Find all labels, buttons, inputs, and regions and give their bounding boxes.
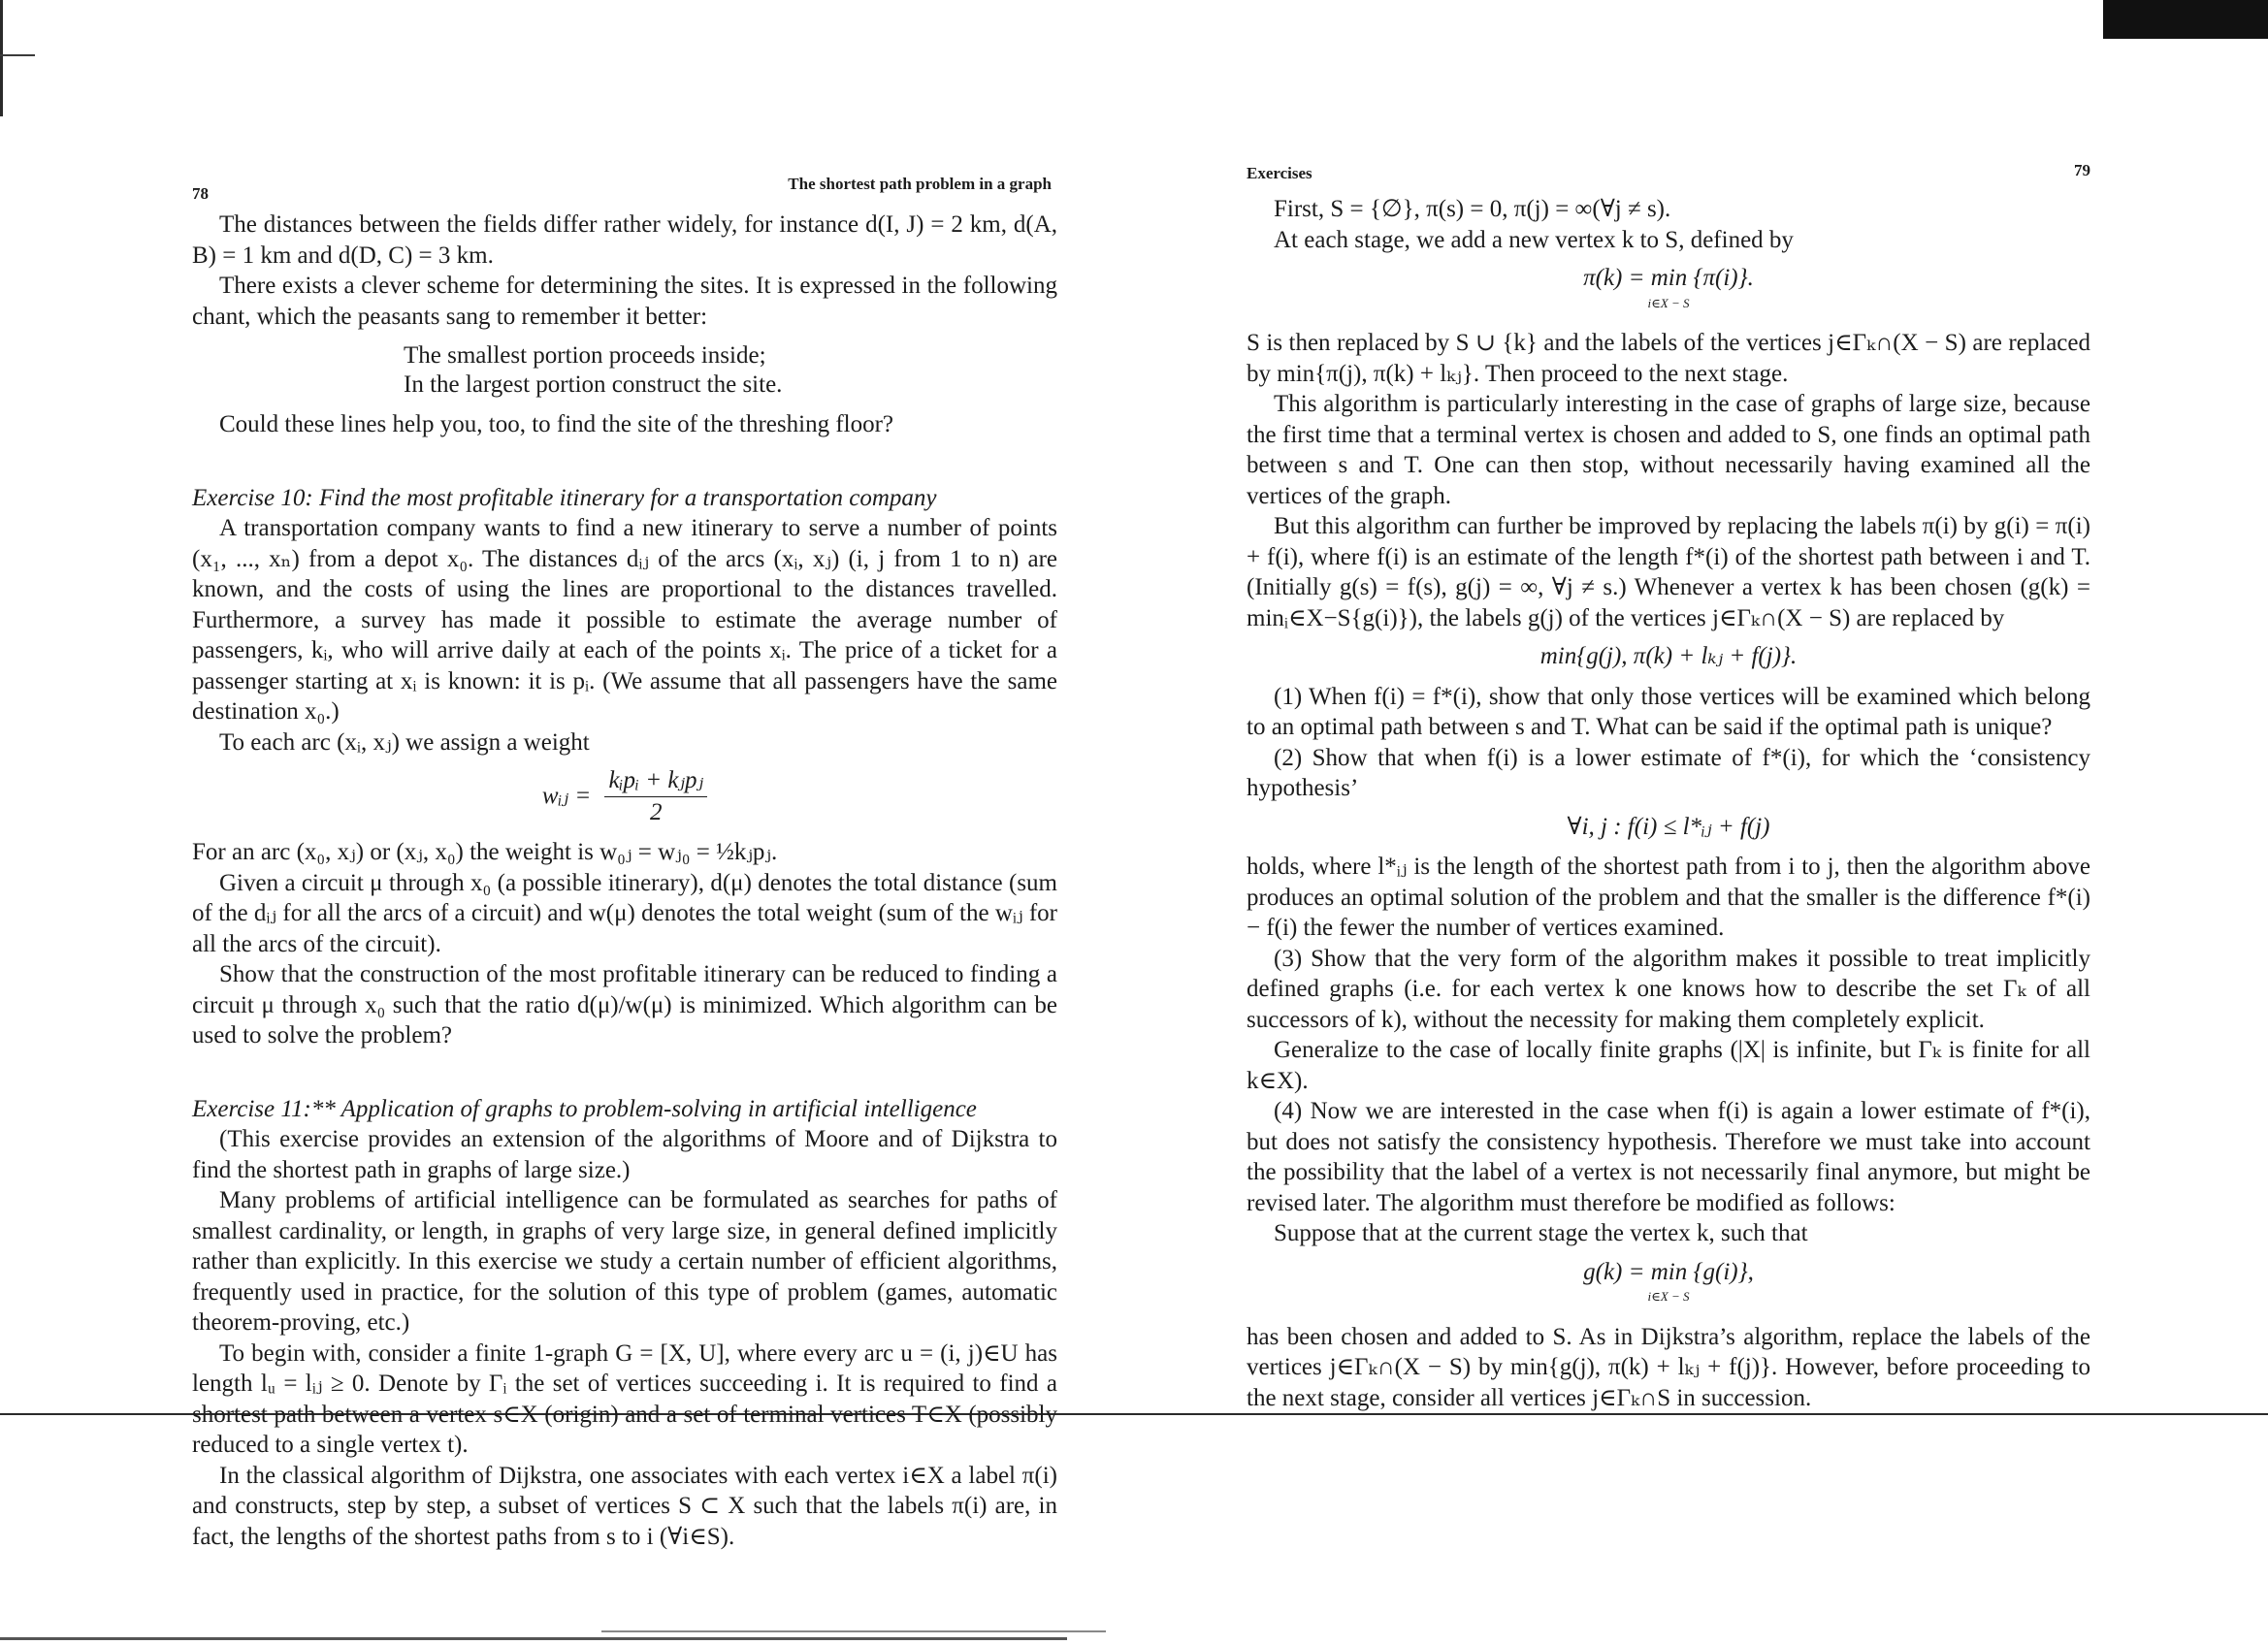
paragraph: Given a circuit μ through x₀ (a possible itinerary), d(μ) denotes the total distance (sum of the dᵢⱼ for all the arcs of a circuit) and w(μ) denotes the total weight (sum of the wᵢⱼ for all the arcs of the circuit). <box>192 869 1057 957</box>
paragraph: S is then replaced by S ∪ {k} and the labels of the vertices j∈Γₖ∩(X − S) are replaced by min{π(j), π(k) + lₖⱼ}. Then proceed to the next stage. <box>1247 330 2090 387</box>
equation-min-g <box>1247 641 2090 672</box>
equation-subscript: i∈X − S <box>1647 295 1690 310</box>
paragraph: But this algorithm can further be improved by replacing the labels π(i) by g(i) = π(i) + f(i), where f(i) is an estimate of the length f*(i) of the shortest path between i and T. (Initially g(s) = f(s), g(j) = ∞, ∀j ≠ s.) Whenever a vertex k has been chosen (g(k) = minᵢ∈X−S{g(i)}), the labels g(j) of the vertices j∈Γₖ∩(X − S) are replaced by <box>1247 513 2090 631</box>
paragraph: First, S = {∅}, π(s) = 0, π(j) = ∞(∀j ≠ s). <box>1274 196 1671 222</box>
paragraph: A transportation company wants to find a new itinerary to serve a number of points (x₁, ..., xₙ) from a depot x₀. The distances dᵢⱼ of the arcs (xᵢ, xⱼ) (i, j from 1 to n) are known, and the costs of using the lines are proportional to the distances travelled. Furthermore, a survey has made it possible to estimate the average number of passengers, kᵢ, who will arrive daily at each of the points xᵢ. The price of a ticket for a passenger starting at xᵢ is known: it is pᵢ. (We assume that all passengers have the same destination x₀.) <box>192 515 1057 725</box>
paragraph: holds, where l*ᵢⱼ is the length of the shortest path from i to j, then the algorithm above produces an optimal solution of the problem and that the smaller is the difference f*(i) − f(i) the fewer the number of vertices examined. <box>1247 854 2090 941</box>
paragraph: (2) Show that when f(i) is a lower estimate of f*(i), for which the ‘consistency hypothesis’ <box>1247 744 2090 801</box>
paragraph: (1) When f(i) = f*(i), show that only those vertices will be examined which belong to an optimal path between s and T. What can be said if the optimal path is unique? <box>1247 683 2090 740</box>
paragraph: Show that the construction of the most profitable itinerary can be reduced to finding a circuit μ through x₀ such that the ratio d(μ)/w(μ) is minimized. Which algorithm can be used to solve the problem? <box>192 961 1057 1048</box>
scan-edge-mark <box>0 0 3 116</box>
scan-corner-shadow <box>2103 0 2268 39</box>
chant-line: In the largest portion construct the site. <box>404 371 783 398</box>
paragraph: (4) Now we are interested in the case when f(i) is again a lower estimate of f*(i), but does not satisfy the consistency hypothesis. Therefore we must take into account the possibility that the label of a vertex is not necessarily final anymore, but might be revised later. The algorithm must therefore be modified as follows: <box>1247 1098 2090 1216</box>
paragraph: (3) Show that the very form of the algorithm makes it possible to treat implicitly defined graphs (i.e. for each vertex k one knows how to describe the set Γₖ of all successors of k), without the necessity for making them completely explicit. <box>1247 945 2090 1033</box>
equation-min-pi <box>1247 263 2090 318</box>
paragraph: In the classical algorithm of Dijkstra, one associates with each vertex i∈X a label π(i) and constructs, step by step, a subset of vertices S ⊂ X such that the labels π(i) are, in fact, the lengths of the shortest paths from s to i (∀i∈S). <box>192 1462 1057 1550</box>
paragraph: Generalize to the case of locally finite graphs (|X| is infinite, but Γₖ is finite for all k∈X). <box>1247 1037 2090 1094</box>
equation-min-g-k <box>1247 1257 2090 1312</box>
fraction-numerator: kᵢpᵢ + kⱼpⱼ <box>604 765 707 797</box>
paragraph: At each stage, we add a new vertex k to S, defined by <box>1274 226 1794 253</box>
equation-text: min{g(j), π(k) + lₖⱼ + f(j)}. <box>1539 643 1798 669</box>
left-running-head <box>192 155 1057 203</box>
equation-subscript: i∈X − S <box>1647 1289 1690 1304</box>
scan-bottom-edge <box>0 1637 1067 1640</box>
equation-text: ∀i, j : f(i) ≤ l*ᵢⱼ + f(j) <box>1567 813 1770 840</box>
paragraph: For an arc (x₀, xⱼ) or (xⱼ, x₀) the weight is w₀ⱼ = wⱼ₀ = ½kⱼpⱼ. <box>192 839 778 865</box>
right-running-title: Exercises <box>1247 164 1312 182</box>
equation-text: g(k) = min {g(i)}, <box>1583 1258 1754 1285</box>
exercise-10-heading: Exercise 10: Find the most profitable itinerary for a transportation company <box>192 484 937 511</box>
paragraph: (This exercise provides an extension of the algorithms of Moore and of Dijkstra to find the shortest path in graphs of large size.) <box>192 1126 1057 1183</box>
paragraph: has been chosen and added to S. As in Dijkstra’s algorithm, replace the labels of the vertices j∈Γₖ∩(X − S) by min{g(j), π(k) + lₖⱼ + f(j)}. However, before proceeding to the next stage, consider all vertices j∈Γₖ∩S in succession. <box>1247 1323 2090 1411</box>
paragraph: To each arc (xᵢ, xⱼ) we assign a weight <box>219 728 590 756</box>
paragraph: Could these lines help you, too, to find the site of the threshing floor? <box>219 411 894 437</box>
left-page <box>192 155 1057 1552</box>
right-page <box>1247 155 2090 1413</box>
weight-equation <box>192 765 1057 827</box>
paragraph: The distances between the fields differ rather widely, for instance d(I, J) = 2 km, d(A, B) = 1 km and d(D, C) = 3 km. <box>192 211 1057 269</box>
paragraph: To begin with, consider a finite 1-graph G = [X, U], where every arc u = (i, j)∈U has length lᵤ = lᵢⱼ ≥ 0. Denote by Γᵢ the set of vertices succeeding i. It is required to find a shortest path between a vertex s∈X (origin) and a set of terminal vertices T∈X (possibly reduced to a single vertex t). <box>192 1339 1057 1458</box>
paragraph: This algorithm is particularly interesting in the case of graphs of large size, because the first time that a terminal vertex is chosen and added to S, one finds an optimal path between s and T. One can then stop, without necessarily having examined all the vertices of the graph. <box>1247 391 2090 509</box>
chant-quote <box>404 341 1057 400</box>
right-running-head <box>1247 155 2090 194</box>
left-running-title: The shortest path problem in a graph <box>788 175 1052 193</box>
equation-lhs: wᵢⱼ = <box>541 783 592 810</box>
left-page-number: 78 <box>192 184 209 203</box>
scan-edge-line <box>0 54 35 56</box>
right-page-number: 79 <box>2074 161 2090 179</box>
paragraph: Many problems of artificial intelligence can be formulated as searches for paths of smallest cardinality, or length, in graphs of very large size, in general defined implicitly rather than explicitly. In this exercise we study a certain number of efficient algorithms, frequently used in practice, for the solution of this type of problem (games, automatic theorem-proving, etc.) <box>192 1187 1057 1336</box>
scan-bottom-edge-secondary <box>601 1630 1106 1632</box>
equation-consistency <box>1247 812 2090 843</box>
fraction-denominator: 2 <box>650 798 663 825</box>
equation-text: π(k) = min {π(i)}. <box>1583 265 1754 291</box>
paragraph: There exists a clever scheme for determining the sites. It is expressed in the following chant, which the peasants sang to remember it better: <box>192 273 1057 330</box>
paragraph: Suppose that at the current stage the vertex k, such that <box>1274 1220 1808 1246</box>
exercise-11-heading: Exercise 11:** Application of graphs to problem-solving in artificial intelligence <box>192 1095 977 1122</box>
equation-fraction <box>604 765 707 827</box>
chant-line: The smallest portion proceeds inside; <box>404 342 766 369</box>
